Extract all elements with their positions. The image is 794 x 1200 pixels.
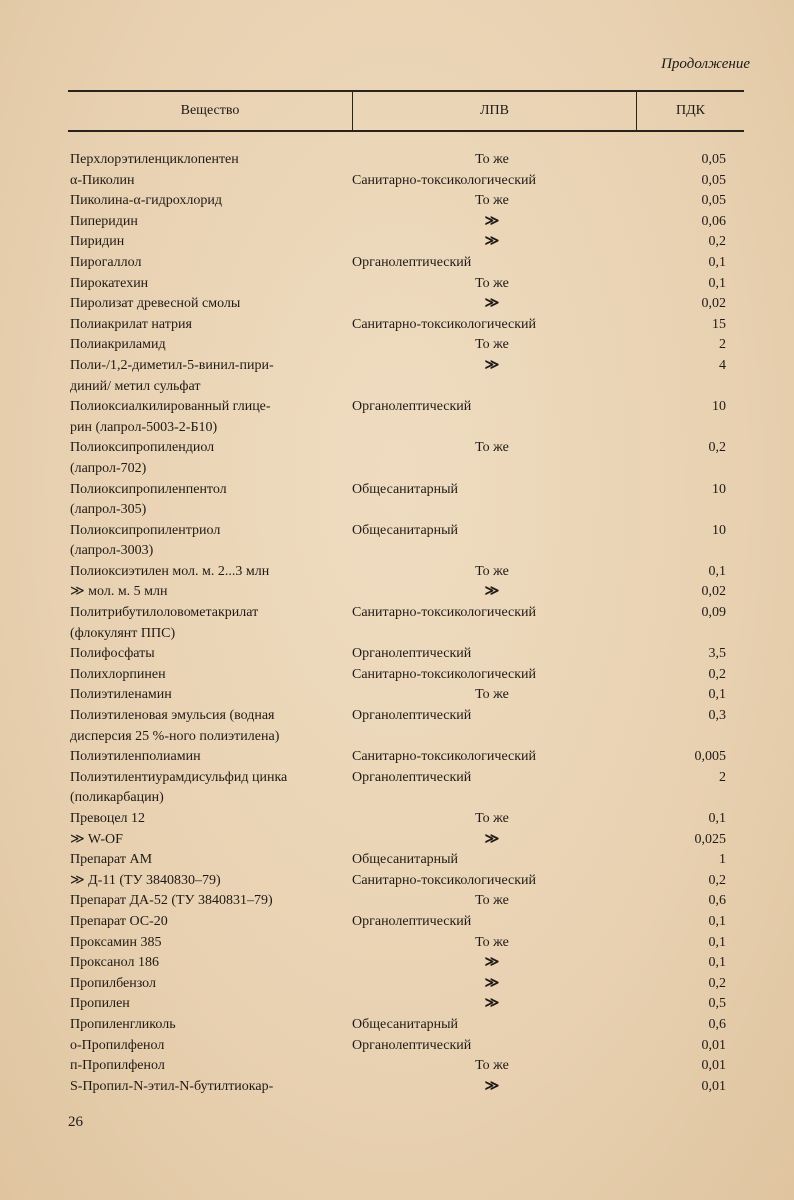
table-body — [68, 150, 744, 1097]
table-row — [68, 397, 744, 438]
substance-cell: п-Пропилфенол — [70, 1058, 165, 1074]
substance-cell: Полиоксиэтилен мол. м. 2...3 млн — [70, 563, 270, 579]
substance-cell: ≫ W-OF — [70, 831, 123, 847]
substance-cell: Превоцел 12 — [70, 811, 146, 826]
lpv-cell: ≫ — [484, 584, 500, 600]
pdk-cell: 2 — [719, 769, 726, 785]
lpv-cell: ≫ — [484, 296, 500, 312]
lpv-cell: То же — [475, 1058, 509, 1074]
substance-cell: ≫ Д-11 (ТУ 3840830–79) — [70, 872, 221, 888]
table-row — [68, 253, 744, 274]
pdk-cell: 15 — [712, 316, 726, 332]
pdk-cell: 0,1 — [708, 254, 726, 270]
pdk-cell: 0,05 — [701, 172, 726, 188]
lpv-cell: Органолептический — [352, 399, 472, 415]
pdk-cell: 0,09 — [701, 605, 726, 621]
lpv-cell: Общесанитарный — [352, 522, 459, 538]
lpv-cell: Санитарно-токсикологический — [352, 749, 537, 765]
pdk-cell: 0,1 — [708, 934, 726, 950]
lpv-cell: Санитарно-токсикологический — [352, 872, 537, 888]
lpv-cell: Органолептический — [352, 769, 472, 785]
table-row — [68, 274, 744, 295]
pdk-cell: 0,025 — [694, 831, 726, 847]
pdk-cell: 0,2 — [708, 872, 726, 888]
pdk-cell: 0,02 — [701, 584, 726, 600]
pdk-cell: 0,1 — [708, 913, 726, 929]
pdk-cell: 0,2 — [708, 234, 726, 250]
lpv-cell: Органолептический — [352, 1037, 472, 1053]
pdk-cell: 10 — [712, 522, 726, 538]
lpv-cell: ≫ — [484, 831, 500, 847]
page-number: 26 — [68, 1114, 83, 1130]
pdk-cell: 0,1 — [708, 955, 726, 971]
pdk-cell: 0,2 — [708, 975, 726, 991]
substance-cell: Полиэтилентиурамдисульфид цинка (поликарбацин) — [70, 769, 288, 806]
table-row — [68, 974, 744, 995]
pdk-cell: 0,01 — [701, 1037, 726, 1053]
table-row — [68, 706, 744, 747]
substance-cell: Полиоксипропилентриол (лапрол-3003) — [70, 522, 221, 559]
table-row — [68, 809, 744, 830]
table-row — [68, 644, 744, 665]
lpv-cell: ≫ — [484, 213, 500, 229]
continuation-label: Продолжение — [661, 56, 750, 72]
pdk-cell: 10 — [712, 481, 726, 497]
substance-cell: S-Пропил-N-этил-N-бутилтиокар- — [70, 1078, 274, 1094]
substance-cell: Препарат АМ — [70, 852, 153, 868]
table-row — [68, 315, 744, 336]
substance-cell: Пропиленгликоль — [70, 1016, 176, 1032]
substance-cell: Полиакрилат натрия — [70, 316, 192, 332]
pdk-cell: 0,005 — [694, 749, 726, 765]
lpv-cell: ≫ — [484, 955, 500, 971]
table-row — [68, 871, 744, 892]
substance-cell: Пирокатехин — [70, 275, 149, 291]
substance-cell: Полихлорпинен — [70, 666, 166, 682]
table-row — [68, 1077, 744, 1098]
pdk-cell: 0,02 — [701, 296, 726, 312]
table-row — [68, 438, 744, 479]
substance-cell: Пиридин — [70, 234, 125, 250]
lpv-cell: Органолептический — [352, 913, 472, 929]
pdk-cell: 1 — [719, 852, 726, 868]
lpv-cell: То же — [475, 811, 509, 826]
pdk-cell: 0,1 — [708, 687, 726, 703]
substance-cell: Полифосфаты — [70, 646, 155, 662]
table-row — [68, 850, 744, 871]
table-row — [68, 953, 744, 974]
table-row — [68, 1056, 744, 1077]
substance-cell: Проксамин 385 — [70, 934, 162, 950]
table-row — [68, 480, 744, 521]
lpv-cell: ≫ — [484, 234, 500, 250]
pdk-cell: 0,1 — [708, 275, 726, 291]
pdk-cell: 0,1 — [708, 563, 726, 579]
table-row — [68, 665, 744, 686]
table-row — [68, 912, 744, 933]
table-row — [68, 562, 744, 583]
column-header-pdk: ПДК — [636, 92, 744, 130]
substance-cell: Полиоксиалкилированный глице- рин (лапрол-5003-2-Б10) — [70, 399, 271, 435]
substance-cell: Полиоксипропиленпентол (лапрол-305) — [70, 481, 227, 518]
pdk-cell: 0,3 — [708, 708, 726, 724]
substance-cell: Полиэтиленполиамин — [70, 749, 201, 765]
lpv-cell: Органолептический — [352, 254, 472, 270]
substance-cell: α-Пиколин — [70, 172, 135, 188]
substances-table — [68, 90, 744, 1097]
substance-cell: Политрибутилоловометакрилат (флокулянт ППС) — [70, 605, 259, 641]
table-header — [68, 90, 744, 132]
pdk-cell: 4 — [719, 357, 726, 373]
substance-cell: Проксанол 186 — [70, 955, 159, 971]
pdk-cell: 0,06 — [701, 213, 726, 229]
substance-cell: Пиролизат древесной смолы — [70, 296, 241, 312]
lpv-cell: ≫ — [484, 996, 500, 1012]
lpv-cell: То же — [475, 440, 509, 456]
lpv-cell: То же — [475, 337, 509, 353]
substance-cell: Полиакриламид — [70, 337, 166, 353]
pdk-cell: 0,6 — [708, 893, 726, 909]
pdk-cell: 0,05 — [701, 193, 726, 209]
substance-cell: Пропилбензол — [70, 975, 156, 991]
lpv-cell: То же — [475, 193, 509, 209]
substance-cell: Препарат ДА-52 (ТУ 3840831–79) — [70, 893, 273, 909]
pdk-cell: 0,05 — [701, 152, 726, 167]
table-row — [68, 747, 744, 768]
substance-cell: Пиперидин — [70, 213, 138, 229]
lpv-cell: Санитарно-токсикологический — [352, 605, 537, 621]
lpv-cell: Общесанитарный — [352, 1016, 459, 1032]
pdk-cell: 0,5 — [708, 996, 726, 1012]
substance-cell: ≫ мол. м. 5 млн — [70, 584, 168, 600]
table-row — [68, 1015, 744, 1036]
substance-cell: Полиоксипропилендиол (лапрол-702) — [70, 440, 215, 476]
lpv-cell: Органолептический — [352, 646, 472, 662]
substance-cell: Перхлорэтиленциклопентен — [70, 152, 239, 167]
lpv-cell: То же — [475, 152, 509, 167]
substance-cell: Полиэтиленамин — [70, 687, 172, 703]
pdk-cell: 10 — [712, 399, 726, 415]
lpv-cell: То же — [475, 687, 509, 703]
column-header-substance: Вещество — [180, 103, 240, 118]
pdk-cell: 0,01 — [701, 1058, 726, 1074]
lpv-cell: То же — [475, 563, 509, 579]
table-row — [68, 994, 744, 1015]
lpv-cell: Органолептический — [352, 708, 472, 724]
table-row — [68, 603, 744, 644]
table-row — [68, 171, 744, 192]
table-row — [68, 356, 744, 397]
pdk-cell: 0,2 — [708, 666, 726, 682]
pdk-cell: 0,2 — [708, 440, 726, 456]
lpv-cell: ≫ — [484, 975, 500, 991]
substance-cell: Пирогаллол — [70, 254, 142, 270]
table-row — [68, 212, 744, 233]
table-row — [68, 933, 744, 954]
substance-cell: Пропилен — [70, 996, 130, 1012]
lpv-cell: ≫ — [484, 357, 500, 373]
substance-cell: Препарат ОС-20 — [70, 913, 168, 929]
table-row — [68, 768, 744, 809]
pdk-cell: 2 — [719, 337, 726, 353]
table-row — [68, 891, 744, 912]
table-row — [68, 582, 744, 603]
pdk-cell: 0,1 — [708, 811, 726, 826]
pdk-cell: 0,01 — [701, 1078, 726, 1094]
substance-cell: Поли-/1,2-диметил-5-винил-пири- диний/ метил сульфат — [70, 357, 274, 394]
table-row — [68, 232, 744, 253]
table-row — [68, 335, 744, 356]
table-row — [68, 830, 744, 851]
lpv-cell: Общесанитарный — [352, 481, 459, 497]
lpv-cell: Общесанитарный — [352, 852, 459, 868]
lpv-cell: То же — [475, 275, 509, 291]
pdk-cell: 0,6 — [708, 1016, 726, 1032]
lpv-cell: То же — [475, 893, 509, 909]
lpv-cell: То же — [475, 934, 509, 950]
pdk-cell: 3,5 — [708, 646, 726, 662]
substance-cell: Полиэтиленовая эмульсия (водная дисперсия 25 %-ного полиэтилена) — [70, 708, 280, 744]
lpv-cell: Санитарно-токсикологический — [352, 316, 537, 332]
table-row — [68, 521, 744, 562]
lpv-cell: Санитарно-токсикологический — [352, 172, 537, 188]
table-row — [68, 191, 744, 212]
column-header-lpv: ЛПВ — [352, 92, 636, 130]
table-row — [68, 685, 744, 706]
lpv-cell: ≫ — [484, 1078, 500, 1094]
substance-cell: Пиколина-α-гидрохлорид — [70, 193, 222, 209]
table-row — [68, 150, 744, 171]
table-row — [68, 294, 744, 315]
lpv-cell: Санитарно-токсикологический — [352, 666, 537, 682]
table-row — [68, 1036, 744, 1057]
substance-cell: о-Пропилфенол — [70, 1037, 165, 1053]
